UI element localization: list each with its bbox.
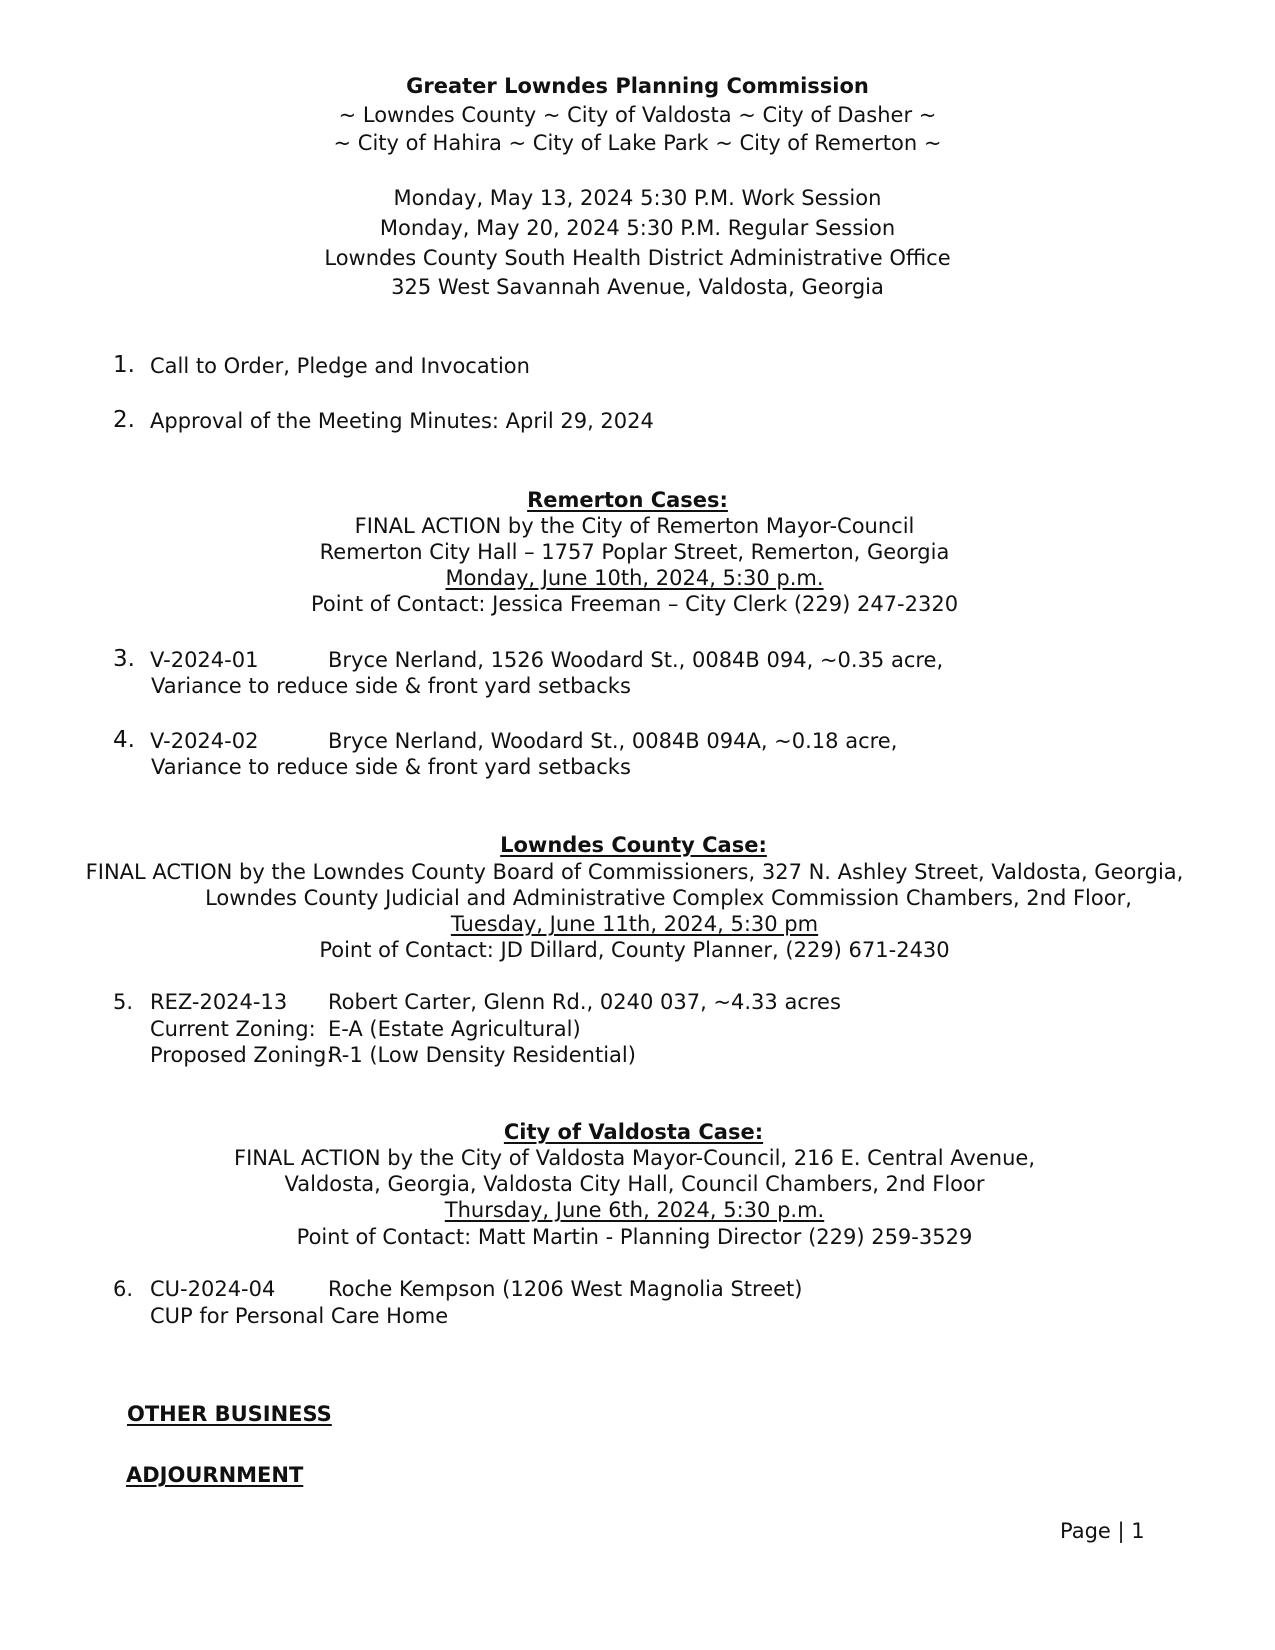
valdosta-date: Thursday, June 6th, 2024, 5:30 p.m. (444, 1198, 825, 1222)
lowndes-heading: Lowndes County Case: (500, 833, 767, 857)
case-4-id: V-2024-02 (150, 729, 259, 753)
case-5-detail: Robert Carter, Glenn Rd., 0240 037, ~4.33 acres (328, 990, 841, 1014)
remerton-heading: Remerton Cases: (527, 488, 728, 512)
case-3-detail: Bryce Nerland, 1526 Woodard St., 0084B 094, ~0.35 acre, (328, 648, 944, 672)
lowndes-location: Lowndes County Judicial and Administrative Complex Commission Chambers, 2nd Floor, (205, 886, 1132, 910)
regular-session: Monday, May 20, 2024 5:30 P.M. Regular Session (379, 216, 896, 240)
jurisdictions-line-1: ~ Lowndes County ~ City of Valdosta ~ City of Dasher ~ (338, 103, 937, 127)
case-5-current-zoning-value: E-A (Estate Agricultural) (328, 1017, 581, 1041)
case-5-proposed-zoning-label: Proposed Zoning: (150, 1043, 334, 1067)
agenda-item-2-number: 2. (113, 407, 135, 433)
agenda-item-1-number: 1. (113, 352, 135, 378)
other-business-heading: OTHER BUSINESS (127, 1402, 332, 1426)
remerton-date: Monday, June 10th, 2024, 5:30 p.m. (445, 566, 824, 590)
case-5-current-zoning-label: Current Zoning: (150, 1017, 316, 1041)
case-5-number: 5. (113, 990, 134, 1014)
case-3-number: 3. (113, 646, 135, 672)
remerton-location: Remerton City Hall – 1757 Poplar Street, Remerton, Georgia (319, 540, 950, 564)
jurisdictions-line-2: ~ City of Hahira ~ City of Lake Park ~ City of Remerton ~ (333, 131, 942, 155)
lowndes-final-action: FINAL ACTION by the Lowndes County Board of Commissioners, 327 N. Ashley Street, Valdosta, Georgia, (85, 860, 1184, 884)
valdosta-contact: Point of Contact: Matt Martin - Planning Director (229) 259-3529 (296, 1225, 973, 1249)
remerton-final-action: FINAL ACTION by the City of Remerton Mayor-Council (354, 514, 915, 538)
case-6-note: CUP for Personal Care Home (150, 1304, 449, 1328)
case-5-proposed-zoning-value: R-1 (Low Density Residential) (328, 1043, 636, 1067)
case-3-note: Variance to reduce side & front yard setbacks (151, 674, 631, 698)
page-title: Greater Lowndes Planning Commission (406, 74, 869, 98)
work-session: Monday, May 13, 2024 5:30 P.M. Work Session (393, 186, 882, 210)
case-4-note: Variance to reduce side & front yard setbacks (151, 755, 631, 779)
valdosta-location: Valdosta, Georgia, Valdosta City Hall, Council Chambers, 2nd Floor (284, 1172, 985, 1196)
lowndes-date: Tuesday, June 11th, 2024, 5:30 pm (450, 912, 819, 936)
case-6-detail: Roche Kempson (1206 West Magnolia Street) (328, 1277, 803, 1301)
meeting-venue: Lowndes County South Health District Administrative Office (324, 246, 951, 270)
lowndes-contact: Point of Contact: JD Dillard, County Planner, (229) 671-2430 (319, 938, 950, 962)
page-number: Page | 1 (1060, 1519, 1145, 1543)
meeting-address: 325 West Savannah Avenue, Valdosta, Georgia (391, 275, 884, 299)
agenda-item-2-text: Approval of the Meeting Minutes: April 29, 2024 (150, 409, 654, 433)
adjournment-heading: ADJOURNMENT (126, 1463, 304, 1487)
case-6-number: 6. (113, 1277, 134, 1301)
agenda-item-1-text: Call to Order, Pledge and Invocation (150, 354, 530, 378)
case-5-id: REZ-2024-13 (150, 990, 288, 1014)
valdosta-heading: City of Valdosta Case: (503, 1120, 764, 1144)
case-3-id: V-2024-01 (150, 648, 259, 672)
valdosta-final-action: FINAL ACTION by the City of Valdosta Mayor-Council, 216 E. Central Avenue, (233, 1146, 1035, 1170)
case-6-id: CU-2024-04 (150, 1277, 276, 1301)
case-4-number: 4. (113, 727, 135, 753)
remerton-contact: Point of Contact: Jessica Freeman – City Clerk (229) 247-2320 (310, 592, 959, 616)
case-4-detail: Bryce Nerland, Woodard St., 0084B 094A, ~0.18 acre, (328, 729, 898, 753)
